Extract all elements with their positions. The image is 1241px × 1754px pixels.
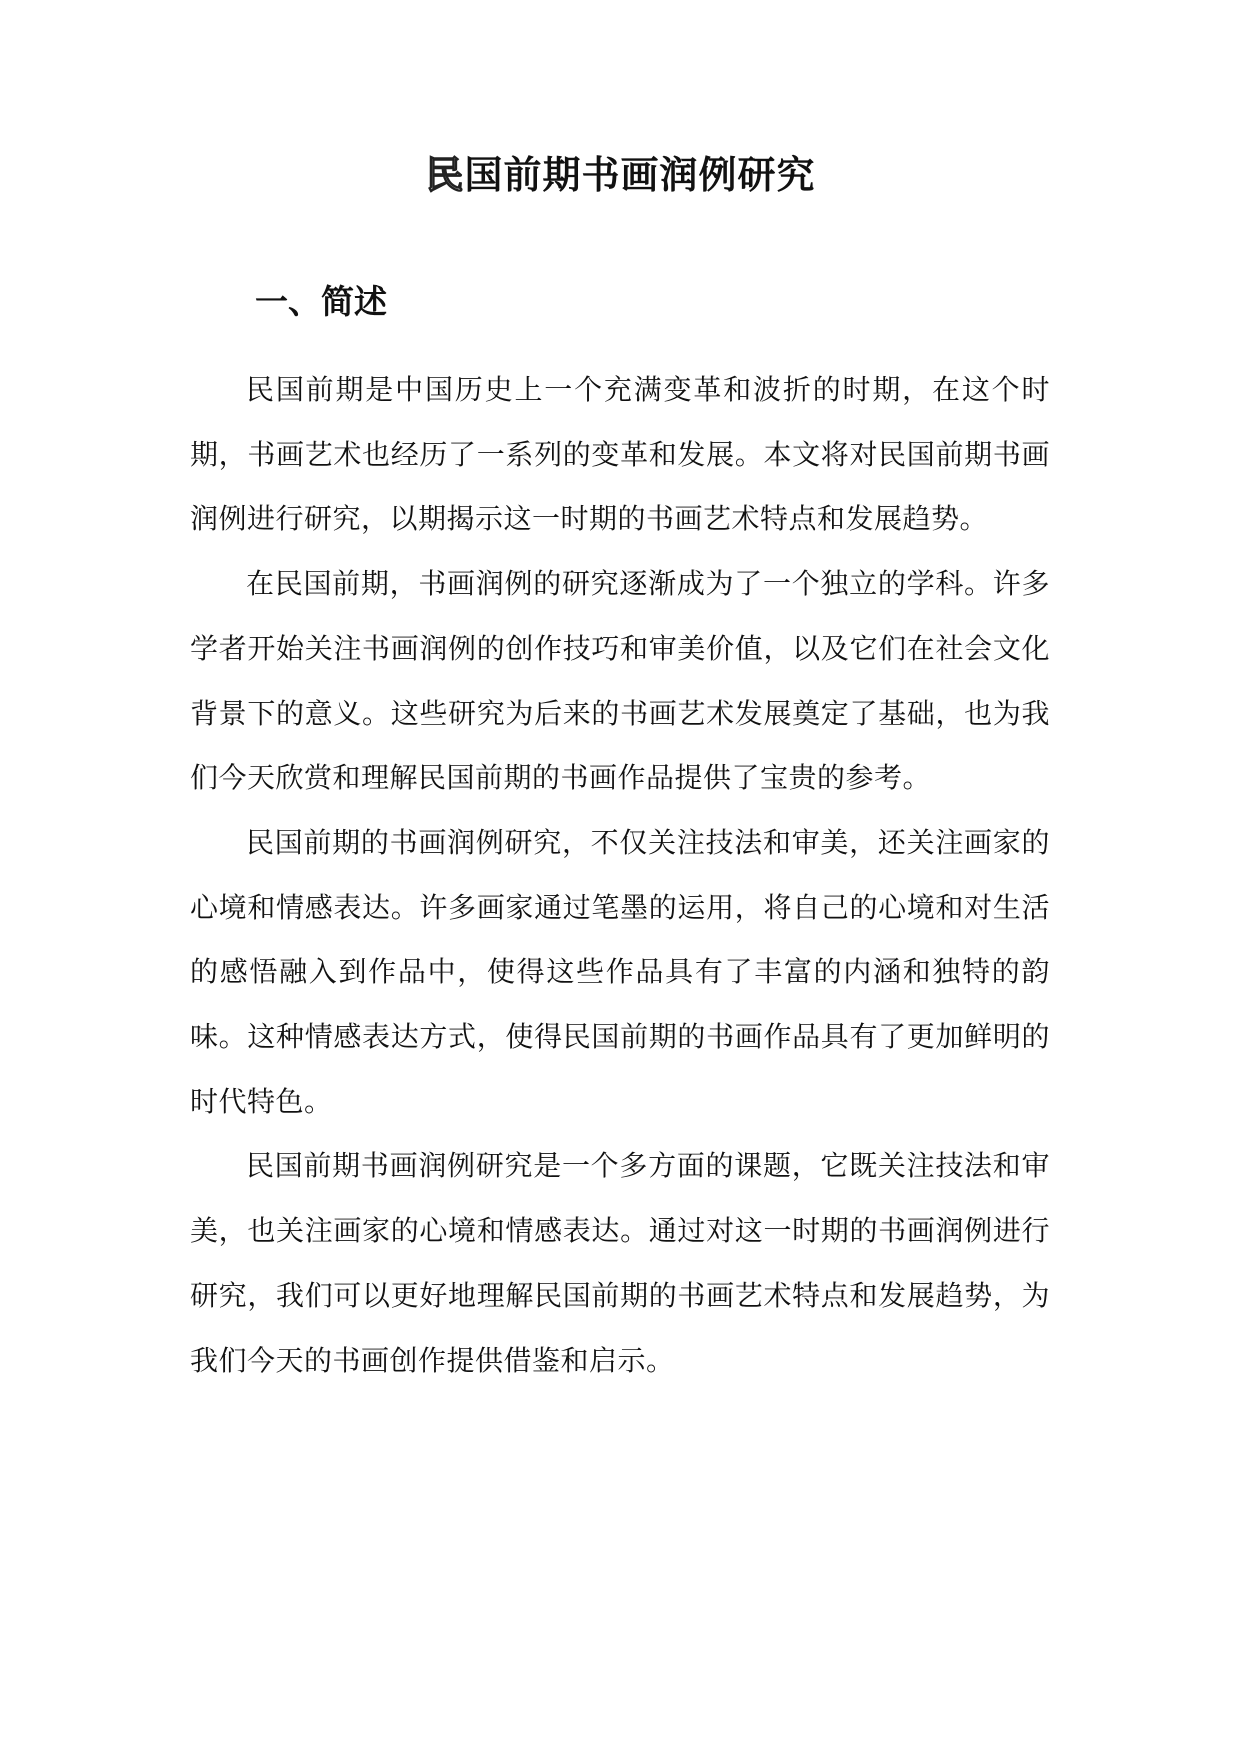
paragraph-4: 民国前期书画润例研究是一个多方面的课题，它既关注技法和审美，也关注画家的心境和情感表达。通过对这一时期的书画润例进行研究，我们可以更好地理解民国前期的书画艺术特点和发展趋势，为我们今天的书画创作提供借鉴和启示。 [190,1149,1050,1377]
section-heading: 一、简述 [255,282,387,321]
body-text [190,358,1050,1393]
document-title [0,150,1241,200]
paragraph-2: 在民国前期，书画润例的研究逐渐成为了一个独立的学科。许多学者开始关注书画润例的创作技巧和审美价值，以及它们在社会文化背景下的意义。这些研究为后来的书画艺术发展奠定了基础，也为我们今天欣赏和理解民国前期的书画作品提供了宝贵的参考。 [190,567,1050,795]
document-title-first-char: 民 [425,152,465,197]
paragraph-3: 民国前期的书画润例研究，不仅关注技法和审美，还关注画家的心境和情感表达。许多画家通过笔墨的运用，将自己的心境和对生活的感悟融入到作品中，使得这些作品具有了丰富的内涵和独特的韵味。这种情感表达方式，使得民国前期的书画作品具有了更加鲜明的时代特色。 [190,825,1050,1118]
document-title-rest: 国前期书画润例研究 [464,152,816,197]
paragraph-1: 民国前期是中国历史上一个充满变革和波折的时期，在这个时期，书画艺术也经历了一系列的变革和发展。本文将对民国前期书画润例进行研究，以期揭示这一时期的书画艺术特点和发展趋势。 [190,373,1050,536]
